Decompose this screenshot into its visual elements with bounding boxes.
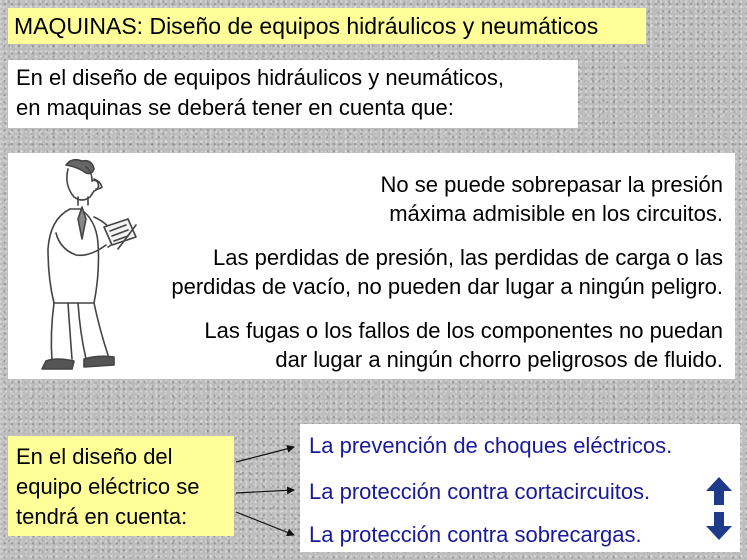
rule-2-line-2: perdidas de vacío, no pueden dar lugar a ningún peligro.	[171, 274, 723, 299]
rule-3-line-1: Las fugas o los fallos de los componentes no puedan	[204, 318, 723, 343]
rule-pressure-limit	[381, 170, 723, 228]
connector-arrow-3	[236, 512, 294, 535]
rule-3-line-2: dar lugar a ningún chorro peligrosos de fluido.	[275, 347, 723, 372]
electrical-line-1: En el diseño del	[16, 444, 173, 469]
design-rules-panel	[8, 153, 735, 379]
intro-line-2: en maquinas se deberá tener en cuenta que:	[16, 95, 454, 120]
person-with-notepad-icon	[8, 153, 148, 379]
rule-pressure-losses	[171, 243, 723, 301]
rule-leaks	[204, 316, 723, 374]
measure-short-circuit: La protección contra cortacircuitos.	[309, 479, 651, 504]
measure-electric-shock: La prevención de choques eléctricos.	[309, 433, 673, 458]
connector-arrow-2	[236, 490, 294, 493]
measure-overload: La protección contra sobrecargas.	[309, 522, 642, 547]
arrow-up-icon[interactable]	[705, 476, 733, 506]
electrical-line-3: tendrá en cuenta:	[16, 504, 188, 529]
rule-1-line-1: No se puede sobrepasar la presión	[380, 172, 723, 197]
intro-line-1: En el diseño de equipos hidráulicos y neumáticos,	[16, 65, 504, 90]
arrow-down-icon[interactable]	[705, 511, 733, 541]
electrical-measures-panel	[300, 424, 740, 552]
intro-text	[8, 60, 578, 128]
connector-arrow-1	[236, 447, 294, 462]
rule-2-line-1: Las perdidas de presión, las perdidas de carga o las	[213, 245, 723, 270]
rule-1-line-2: máxima admisible en los circuitos.	[389, 201, 723, 226]
page-title: MAQUINAS: Diseño de equipos hidráulicos y neumáticos	[8, 8, 646, 44]
electrical-line-2: equipo eléctrico se	[16, 474, 200, 499]
electrical-design-label	[8, 436, 234, 536]
